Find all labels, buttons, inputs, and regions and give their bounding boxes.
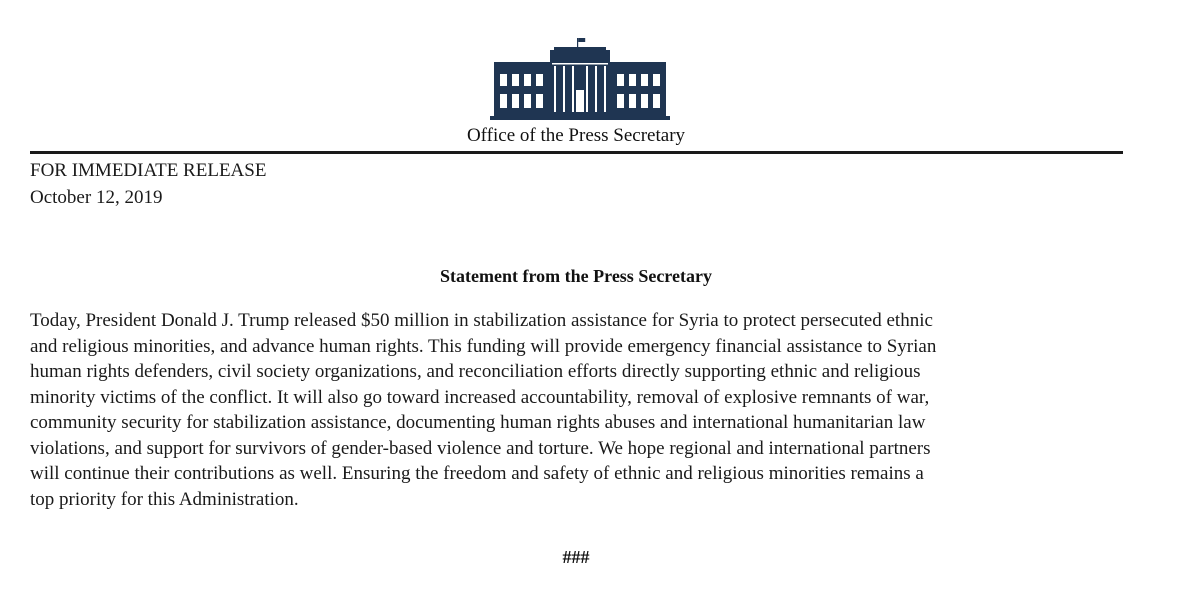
statement-line: minority victims of the conflict. It will also go toward increased accountability, removal of explosive remnants of war, [30, 386, 930, 408]
statement-line: will continue their contributions as well. Ensuring the freedom and safety of ethnic and religious minorities remains a [30, 463, 924, 484]
release-date: October 12, 2019 [30, 187, 163, 208]
statement-body [30, 308, 1140, 512]
end-mark: ### [562, 547, 590, 567]
header-divider [30, 151, 1123, 154]
statement-line: Today, President Donald J. Trump released $50 million in stabilization assistance for Syria to protect persecuted ethnic [30, 310, 933, 331]
release-label: FOR IMMEDIATE RELEASE [30, 160, 267, 181]
statement-line: community security for stabilization assistance, documenting human rights abuses and international humanitarian law [30, 412, 926, 433]
statement-line: and religious minorities, and advance human rights. This funding will provide emergency financial assistance to Syrian [30, 335, 937, 357]
white-house-icon [490, 36, 670, 120]
release-info [30, 157, 266, 211]
statement-title: Statement from the Press Secretary [440, 266, 712, 286]
office-title: Office of the Press Secretary [466, 125, 686, 146]
statement-line: violations, and support for survivors of gender-based violence and torture. We hope regional and international partners [30, 437, 931, 459]
statement-line: human rights defenders, civil society organizations, and reconciliation efforts directly supporting ethnic and religious [30, 361, 921, 382]
statement-line: top priority for this Administration. [30, 488, 299, 510]
